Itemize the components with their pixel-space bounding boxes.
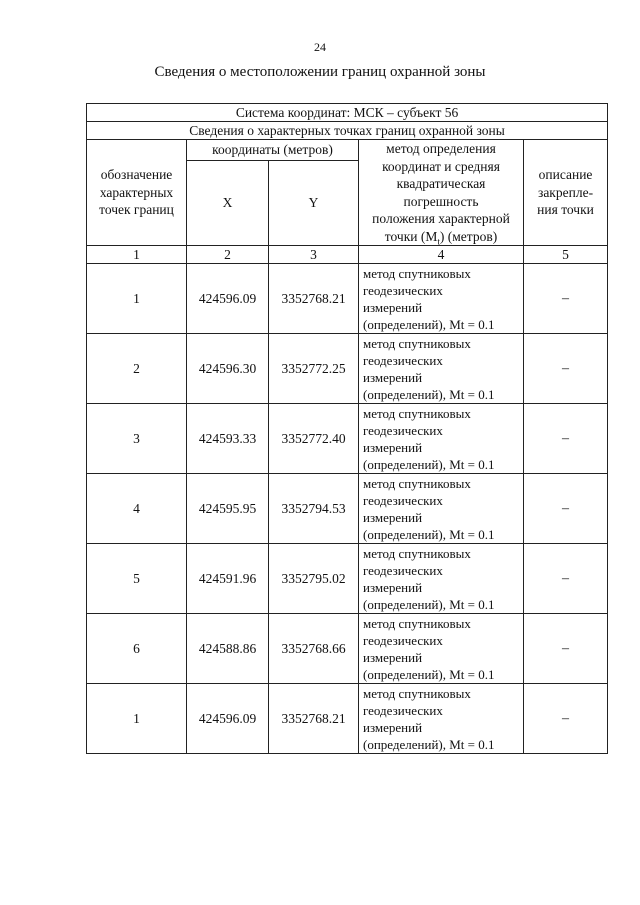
method-line: метод спутниковых bbox=[363, 335, 471, 351]
table-row bbox=[87, 684, 608, 754]
method-cell bbox=[359, 334, 524, 404]
boundary-points-table bbox=[86, 103, 608, 754]
method-line: измерений bbox=[363, 719, 423, 735]
method-line: геодезических bbox=[363, 282, 443, 298]
method-line: измерений bbox=[363, 579, 423, 595]
method-cell bbox=[359, 544, 524, 614]
x-coordinate-cell: 424588.86 bbox=[187, 614, 269, 684]
header-description-line: закрепле- bbox=[537, 184, 594, 200]
header-coordinates: координаты (метров) bbox=[187, 140, 359, 161]
x-coordinate-cell: 424591.96 bbox=[187, 544, 269, 614]
method-line: (определений), Mt = 0.1 bbox=[363, 386, 495, 402]
x-coordinate-cell: 424595.95 bbox=[187, 474, 269, 544]
y-coordinate-cell: 3352772.25 bbox=[269, 334, 359, 404]
header-method-prefix: точки (M bbox=[384, 228, 438, 244]
point-id-cell: 1 bbox=[87, 264, 187, 334]
description-cell: – bbox=[524, 264, 608, 334]
method-line: метод спутниковых bbox=[363, 265, 471, 281]
method-line: измерений bbox=[363, 299, 423, 315]
header-description-line: описание bbox=[538, 167, 593, 183]
method-cell bbox=[359, 614, 524, 684]
x-coordinate-cell: 424596.09 bbox=[187, 684, 269, 754]
method-line: (определений), Mt = 0.1 bbox=[363, 736, 495, 752]
method-cell bbox=[359, 404, 524, 474]
description-cell: – bbox=[524, 614, 608, 684]
y-coordinate-cell: 3352768.21 bbox=[269, 684, 359, 754]
method-line: метод спутниковых bbox=[363, 545, 471, 561]
header-description-line: ния точки bbox=[537, 202, 594, 218]
header-method-subscript: t bbox=[437, 236, 440, 247]
header-designation-line: точек границ bbox=[99, 202, 174, 218]
method-line: метод спутниковых bbox=[363, 615, 471, 631]
y-coordinate-cell: 3352768.66 bbox=[269, 614, 359, 684]
header-designation-line: обозначение bbox=[100, 167, 173, 183]
document-title: Сведения о местоположении границ охранной зоны bbox=[154, 64, 486, 80]
method-line: (определений), Mt = 0.1 bbox=[363, 456, 495, 472]
header-method-line: метод определения bbox=[386, 141, 496, 156]
y-coordinate-cell: 3352794.53 bbox=[269, 474, 359, 544]
method-line: измерений bbox=[363, 649, 423, 665]
method-line: (определений), Mt = 0.1 bbox=[363, 596, 495, 612]
x-coordinate-cell: 424593.33 bbox=[187, 404, 269, 474]
method-line: геодезических bbox=[363, 562, 443, 578]
method-cell bbox=[359, 474, 524, 544]
column-number: 2 bbox=[187, 246, 269, 264]
header-method bbox=[359, 140, 524, 246]
method-cell bbox=[359, 684, 524, 754]
column-number: 3 bbox=[269, 246, 359, 264]
method-line: (определений), Mt = 0.1 bbox=[363, 316, 495, 332]
column-number: 4 bbox=[359, 246, 524, 264]
header-description bbox=[524, 140, 608, 246]
column-number-row bbox=[87, 246, 608, 264]
y-coordinate-cell: 3352768.21 bbox=[269, 264, 359, 334]
point-id-cell: 5 bbox=[87, 544, 187, 614]
point-id-cell: 3 bbox=[87, 404, 187, 474]
header-method-line: квадратическая bbox=[396, 176, 486, 191]
method-line: (определений), Mt = 0.1 bbox=[363, 666, 495, 682]
description-cell: – bbox=[524, 334, 608, 404]
method-cell bbox=[359, 264, 524, 334]
header-method-line: погрешность bbox=[403, 193, 479, 209]
method-line: измерений bbox=[363, 439, 423, 455]
method-line: (определений), Mt = 0.1 bbox=[363, 526, 495, 542]
header-method-line: положения характерной bbox=[372, 211, 510, 226]
method-line: измерений bbox=[363, 369, 423, 385]
header-x: X bbox=[187, 160, 269, 245]
y-coordinate-cell: 3352795.02 bbox=[269, 544, 359, 614]
page-number: 24 bbox=[314, 40, 326, 54]
point-id-cell: 1 bbox=[87, 684, 187, 754]
coordinate-system-cell: Система координат: МСК – субъект 56 bbox=[87, 104, 608, 122]
method-line: метод спутниковых bbox=[363, 405, 471, 421]
method-line: метод спутниковых bbox=[363, 685, 471, 701]
method-line: геодезических bbox=[363, 492, 443, 508]
description-cell: – bbox=[524, 404, 608, 474]
method-line: геодезических bbox=[363, 702, 443, 718]
table-row bbox=[87, 264, 608, 334]
method-line: измерений bbox=[363, 509, 423, 525]
point-id-cell: 4 bbox=[87, 474, 187, 544]
header-designation-line: характерных bbox=[99, 184, 174, 200]
table-subtitle-cell: Сведения о характерных точках границ охранной зоны bbox=[87, 122, 608, 140]
description-cell: – bbox=[524, 544, 608, 614]
header-designation bbox=[87, 140, 187, 246]
method-line: геодезических bbox=[363, 352, 443, 368]
table-row bbox=[87, 334, 608, 404]
table-row bbox=[87, 404, 608, 474]
method-line: геодезических bbox=[363, 632, 443, 648]
header-method-line: координат и средняя bbox=[382, 158, 500, 174]
point-id-cell: 6 bbox=[87, 614, 187, 684]
header-method-line bbox=[359, 228, 523, 246]
column-number: 5 bbox=[524, 246, 608, 264]
table-row bbox=[87, 544, 608, 614]
description-cell: – bbox=[524, 684, 608, 754]
x-coordinate-cell: 424596.30 bbox=[187, 334, 269, 404]
method-line: геодезических bbox=[363, 422, 443, 438]
y-coordinate-cell: 3352772.40 bbox=[269, 404, 359, 474]
column-number: 1 bbox=[87, 246, 187, 264]
description-cell: – bbox=[524, 474, 608, 544]
header-method-suffix: ) (метров) bbox=[439, 228, 498, 244]
table-row bbox=[87, 614, 608, 684]
x-coordinate-cell: 424596.09 bbox=[187, 264, 269, 334]
method-line: метод спутниковых bbox=[363, 475, 471, 491]
table-row bbox=[87, 474, 608, 544]
point-id-cell: 2 bbox=[87, 334, 187, 404]
header-y: Y bbox=[269, 160, 359, 245]
